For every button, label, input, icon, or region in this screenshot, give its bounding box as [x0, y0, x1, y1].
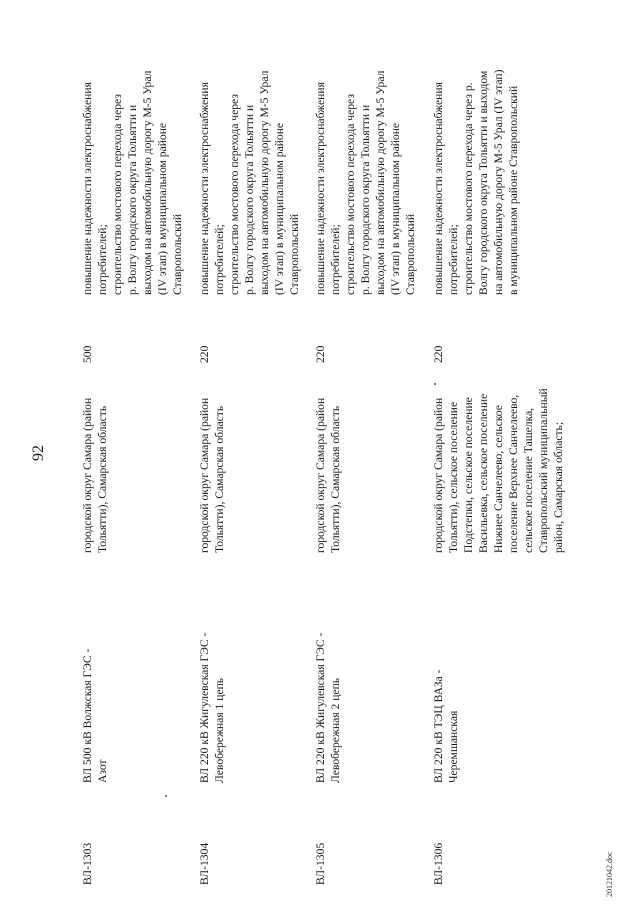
table-row	[313, 0, 433, 905]
line-voltage: 220	[432, 345, 445, 363]
line-purpose: повышение надежности электроснабжения потребителей; строительство мостового перехода через р. Волгу городского округа Тольятти и выходом на автомобильную дорогу М-5 Урал (IV этап) в муниципальном районе Ставропольский	[314, 70, 417, 295]
line-name: ВЛ 220 кВ Жигулевская ГЭС - Левобережная 1 цепь	[198, 632, 226, 783]
line-location: городской округ Самара (район Тольятти), Самарская область	[198, 397, 226, 553]
line-purpose: повышение надежности электроснабжения потребителей; строительство мостового перехода через р. Волгу городского округа Тольятти и выходом на автомобильную дорогу М-5 Урал (IV этап) в муниципальном районе Ставропольский	[198, 70, 301, 295]
footer-doc-code: 20121042.doc	[605, 851, 614, 897]
line-code: ВЛ-1305	[314, 842, 327, 885]
line-code: ВЛ-1303	[81, 842, 94, 885]
line-location: городской округ Самара (район Тольятти), Самарская область	[314, 397, 342, 553]
table-row	[80, 0, 200, 905]
line-purpose: повышение надежности электроснабжения потребителей; строительство мостового перехода через р. Волгу городского округа Тольятти и выходом на автомобильную дорогу М-5 Урал (IV этап) в муниципальном районе Ставропольский	[432, 69, 520, 295]
line-name: ВЛ 500 кВ Волжская ГЭС - Азот	[81, 648, 109, 783]
line-location: городской округ Самара (район Тольятти), сельское поселение Подстепки, сельское поселение Васильевка, сельское поселение Нижнее Санчелеево, сельское поселение Верхнее Санчелеево, сельское поселение Ташелка, Ставропольский муниципальный район, Самарская область;	[432, 388, 565, 553]
scan-speck	[434, 383, 436, 385]
line-code: ВЛ-1304	[198, 842, 211, 885]
line-code: ВЛ-1306	[432, 842, 445, 885]
line-voltage: 500	[81, 345, 94, 363]
line-name: ВЛ 220 кВ ТЭЦ ВАЗа - Черемшанская	[432, 669, 460, 783]
scan-speck	[165, 795, 167, 797]
line-name: ВЛ 220 кВ Жигулевская ГЭС - Левобережная 2 цепь	[314, 632, 342, 783]
page-number: 92	[30, 445, 47, 461]
line-voltage: 220	[314, 345, 327, 363]
line-voltage: 220	[198, 345, 211, 363]
line-purpose: повышение надежности электроснабжения потребителей; строительство мостового перехода через р. Волгу городского округа Тольятти и выходом на автомобильную дорогу М-5 Урал (IV этап) в муниципальном районе Ставропольский	[81, 70, 184, 295]
table-row	[197, 0, 317, 905]
table-row	[431, 0, 581, 905]
line-location: городской округ Самара (район Тольятти), Самарская область	[81, 397, 109, 553]
